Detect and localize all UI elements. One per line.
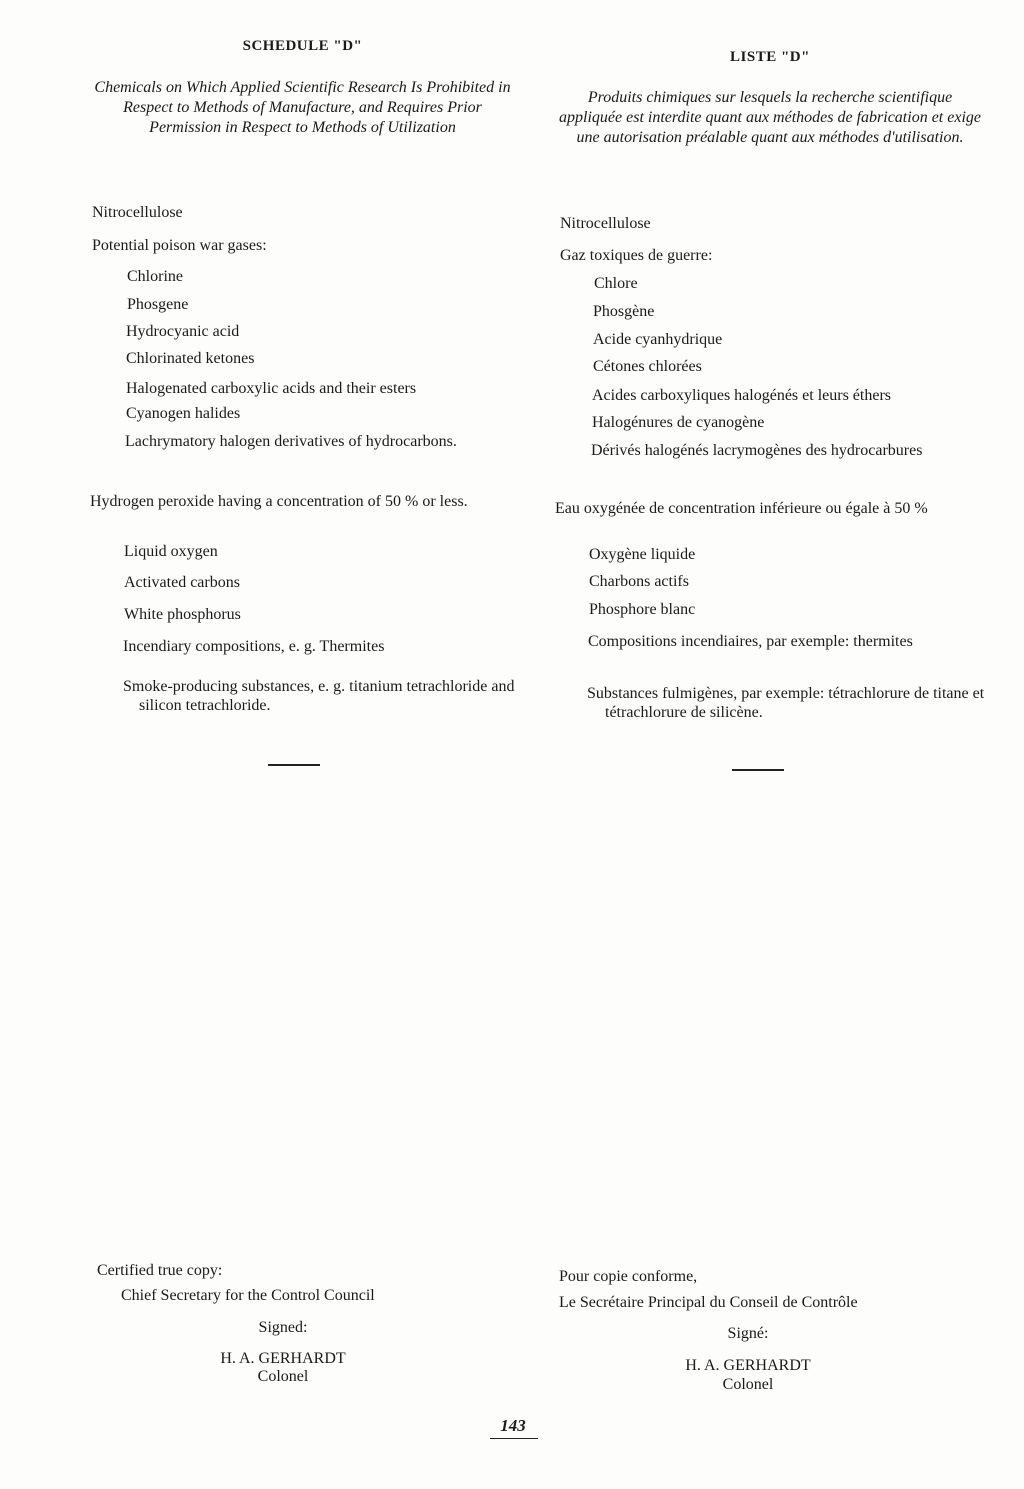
list-item: Lachrymatory halogen derivatives of hydrocarbons. xyxy=(125,433,457,450)
page-number: 143 xyxy=(500,1416,526,1435)
list-item: Chlore xyxy=(594,275,638,292)
list-item: Gaz toxiques de guerre: xyxy=(560,247,713,264)
list-item: Potential poison war gases: xyxy=(92,237,267,254)
list-item: Substances fulmigènes, par exemple: tétrachlorure de titane et tétrachlorure de silicène. xyxy=(587,685,985,721)
schedule-heading: SCHEDULE "D" xyxy=(242,38,363,54)
list-item: Halogénures de cyanogène xyxy=(592,414,765,431)
liste-heading: LISTE "D" xyxy=(730,49,810,65)
list-item: Incendiary compositions, e. g. Thermites xyxy=(123,638,385,655)
list-item: Phosgène xyxy=(593,303,655,320)
signatory-rank: Colonel xyxy=(257,1368,309,1385)
list-item: Nitrocellulose xyxy=(92,204,183,221)
signatory-rank: Colonel xyxy=(722,1376,774,1393)
section-divider xyxy=(732,769,784,771)
list-item: Liquid oxygen xyxy=(124,543,218,560)
position-line: Le Secrétaire Principal du Conseil de Contrôle xyxy=(559,1294,858,1311)
certified-line: Pour copie conforme, xyxy=(559,1268,698,1285)
list-item: Hydrocyanic acid xyxy=(126,323,240,340)
signed-line: Signed: xyxy=(258,1319,308,1336)
list-item: Halogenated carboxylic acids and their esters xyxy=(126,380,417,397)
position-line: Chief Secretary for the Control Council xyxy=(121,1287,375,1304)
list-item: Phosphore blanc xyxy=(589,601,696,618)
page-number-underline xyxy=(490,1438,538,1439)
list-item: Cétones chlorées xyxy=(593,358,702,375)
section-divider xyxy=(268,764,320,766)
liste-subtitle: Produits chimiques sur lesquels la recherche scientifique appliquée est interdite quant aux méthodes de fabrication et exige une autorisation préalable quant aux méthodes d'utilisation. xyxy=(559,89,981,146)
list-item: Chlorinated ketones xyxy=(126,350,255,367)
signatory-name: H. A. GERHARDT xyxy=(685,1357,811,1374)
list-item: Hydrogen peroxide having a concentration of 50 % or less. xyxy=(90,493,468,510)
list-item: Acides carboxyliques halogénés et leurs éthers xyxy=(592,387,892,404)
certified-line: Certified true copy: xyxy=(97,1262,223,1279)
list-item: Oxygène liquide xyxy=(589,546,696,563)
list-item: Cyanogen halides xyxy=(126,405,241,422)
signatory-name: H. A. GERHARDT xyxy=(220,1350,346,1367)
schedule-subtitle: Chemicals on Which Applied Scientific Research Is Prohibited in Respect to Methods of Manufacture, and Requires Prior Permission in Respect to Methods of Utilization xyxy=(94,79,511,136)
list-item: Smoke-producing substances, e. g. titanium tetrachloride and silicon tetrachloride. xyxy=(123,678,515,714)
list-item: White phosphorus xyxy=(124,606,241,623)
list-item: Chlorine xyxy=(127,268,183,285)
list-item: Nitrocellulose xyxy=(560,215,651,232)
list-item: Phosgene xyxy=(127,296,189,313)
list-item: Activated carbons xyxy=(124,574,240,591)
list-item: Dérivés halogénés lacrymogènes des hydrocarbures xyxy=(591,442,923,459)
list-item: Charbons actifs xyxy=(589,573,689,590)
list-item: Compositions incendiaires, par exemple: thermites xyxy=(588,633,913,650)
signed-line: Signé: xyxy=(727,1325,769,1342)
list-item: Acide cyanhydrique xyxy=(593,331,723,348)
list-item: Eau oxygénée de concentration inférieure ou égale à 50 % xyxy=(555,500,928,517)
